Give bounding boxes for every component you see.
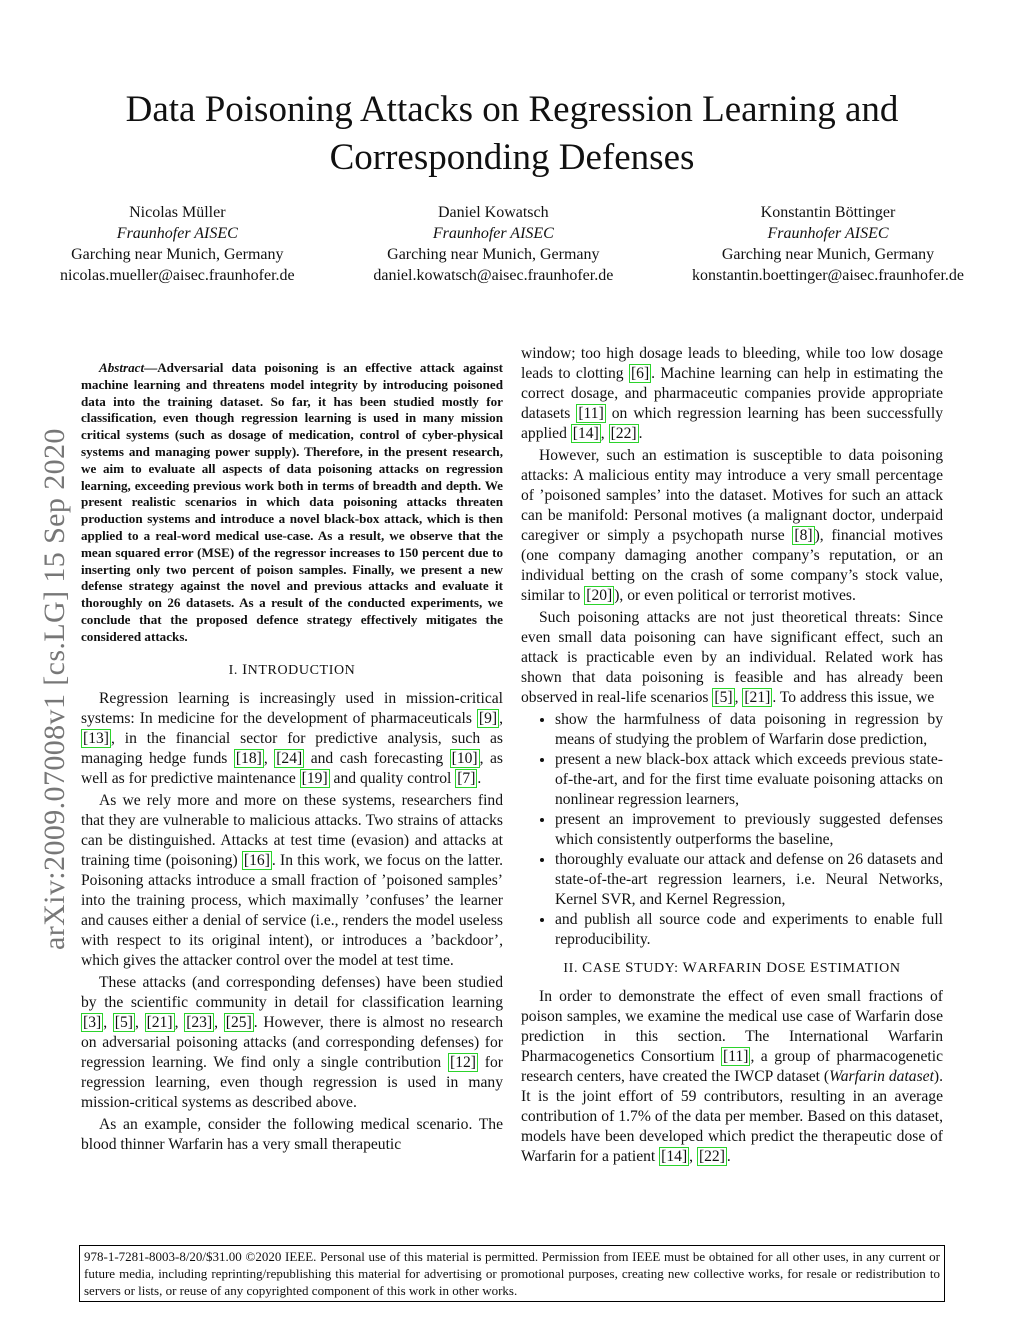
heading-cap: E: [809, 960, 820, 976]
contribution-list: [521, 710, 943, 950]
citation-link[interactable]: [10]: [451, 749, 478, 767]
author-location: Garching near Munich, Germany: [721, 246, 935, 263]
emphasis: Warfarin dataset: [829, 1068, 934, 1085]
right-paragraph-2: [521, 446, 943, 606]
author-email: nicolas.mueller@aisec.fraunhofer.de: [60, 267, 295, 284]
text-run: As we rely more and more on these systems, researchers find that they are vulnerable to malicious attacks. Two strains of attacks can be distinguished. Attacks at test time (evasion) and attacks at training time (poisoning): [81, 791, 503, 869]
intro-paragraph-4: As an example, consider the following medical scenario. The blood thinner Warfarin has a very small therapeutic: [81, 1115, 503, 1153]
heading-rest: :: [674, 961, 683, 976]
text-run: .: [726, 1148, 731, 1165]
text-run: ,: [499, 709, 503, 727]
citation-link[interactable]: [3]: [83, 1013, 102, 1031]
author-2: [373, 202, 613, 286]
text-run: .: [477, 769, 482, 787]
author-affiliation: Fraunhofer AISEC: [116, 225, 238, 242]
list-item: • present an improvement to previously suggested defenses which consistently outperforms the baseline,: [555, 810, 943, 850]
citation-link[interactable]: [23]: [186, 1013, 213, 1031]
author-location: Garching near Munich, Germany: [71, 246, 284, 263]
case-study-paragraph: [521, 987, 943, 1167]
text-run: on which regression learning has been successfully applied: [521, 405, 943, 442]
citation-link[interactable]: [22]: [610, 425, 637, 442]
text-run: , a group of pharmacogenetic research centers, have created the IWCP dataset (: [521, 1048, 943, 1085]
citation-link[interactable]: [13]: [83, 729, 109, 747]
section-heading-introduction: [81, 660, 503, 681]
citation-link[interactable]: [21]: [744, 689, 771, 706]
citation-link[interactable]: [24]: [276, 749, 303, 767]
intro-paragraph-3: [81, 973, 503, 1113]
author-1: [60, 202, 295, 286]
right-paragraph-3: [521, 608, 943, 708]
citation-link[interactable]: [19]: [301, 769, 328, 787]
text-run: . To address this issue, we: [772, 689, 935, 706]
text-run: , in the financial sector for predictive analysis, such as managing hedge funds: [81, 729, 503, 767]
citation-link[interactable]: [5]: [114, 1013, 133, 1031]
heading-cap: S: [625, 960, 635, 976]
citation-link[interactable]: [11]: [578, 405, 604, 422]
text-run: These attacks (and corresponding defenses) have been studied by the scientific community in detail for classification learning: [81, 973, 503, 1011]
heading-rest: NTRODUCTION: [247, 662, 356, 678]
text-run: ,: [263, 749, 275, 767]
citation-link[interactable]: [22]: [698, 1148, 725, 1165]
text-run: Regression learning is increasingly used in mission-critical systems: In medicine for the development of pharmaceuticals: [81, 689, 503, 727]
citation-link[interactable]: [9]: [478, 709, 498, 727]
section-numeral: I.: [228, 662, 243, 678]
author-location: Garching near Munich, Germany: [387, 246, 600, 263]
citation-link[interactable]: [25]: [225, 1013, 252, 1031]
heading-cap: C: [582, 960, 593, 976]
text-run: . Machine learning can help in estimating the correct dosage, and pharmaceutic companies provide appropriate datasets: [521, 365, 944, 422]
author-name: Daniel Kowatsch: [438, 204, 549, 221]
text-run: Such poisoning attacks are not just theoretical threats: Since even small data poisoning can have significant effect, such an attack is practicable even by an individual. Related work has shown that data poisoning is feasible and has already been observed in real-life scenarios: [521, 609, 943, 706]
copyright-notice: 978-1-7281-8003-8/20/$31.00 ©2020 IEEE. Personal use of this material is permitted. Permission from IEEE must be obtained for all other uses, in any current or future media, including reprinting/republishing this material for advertising or promotional purposes, creating new collective works, for resale or redistribution to servers or lists, or reuse of any copyrighted component of this work in other works.: [79, 1245, 945, 1302]
abstract: [81, 360, 503, 646]
text-run: ,: [600, 425, 609, 442]
text-run: ). It is the joint effort of 59 contributors, resulting in an average contribution of 1.7% of the data per member. Based on this dataset, models have been developed which predict the therapeutic dose of Warfarin for a patient: [521, 1068, 943, 1165]
heading-cap: D: [766, 960, 778, 976]
list-item: • present a new black-box attack which exceeds previous state-of-the-art, and for the first time evaluate poisoning attacks on nonlinear regression learners,: [555, 750, 943, 810]
intro-paragraph-2: [81, 791, 503, 971]
text-run: window; too high dosage leads to bleeding, while too low dosage leads to clotting: [521, 345, 943, 382]
text-run: However, such an estimation is susceptible to data poisoning attacks: A malicious entity may introduce a very small percentage of ’poisoned samples’ into the dataset. Motives for such an attack can be manifold: Personal motives (a malignant doctor, underpaid caregiver or simply a psychopath nurse: [521, 447, 943, 544]
author-email: konstantin.boettinger@aisec.fraunhofer.de: [692, 267, 964, 284]
text-run: for regression learning, even though regression is used in many mission-critical systems as described above.: [81, 1053, 503, 1111]
paper-title: Data Poisoning Attacks on Regression Learning and Corresponding Defenses: [125, 89, 899, 178]
author-name: Nicolas Müller: [129, 204, 226, 221]
text-run: ,: [214, 1013, 224, 1031]
text-run: . However, there is almost no research on adversarial poisoning attacks (and corresponding defenses) for regression learning. We find only a single contribution: [81, 1013, 504, 1071]
author-affiliation: Fraunhofer AISEC: [767, 225, 889, 242]
right-column: [521, 344, 943, 1169]
citation-link[interactable]: [20]: [586, 587, 613, 604]
text-run: , as well as for predictive maintenance: [81, 749, 503, 787]
citation-link[interactable]: [12]: [450, 1053, 476, 1071]
citation-link[interactable]: [14]: [572, 425, 599, 442]
text-run: ), financial motives (one company damaging another company’s reputation, or an individual betting on the crash of some company’s stock value, similar to: [521, 527, 943, 604]
citation-link[interactable]: [7]: [457, 769, 476, 787]
author-block: [60, 202, 964, 286]
text-run: ), or even political or terrorist motives.: [614, 587, 856, 604]
section-numeral: II.: [563, 961, 583, 976]
list-item: • show the harmfulness of data poisoning in regression by means of studying the problem of Warfarin dose prediction,: [555, 710, 943, 750]
text-run: ,: [134, 1013, 145, 1031]
citation-link[interactable]: [14]: [661, 1148, 688, 1165]
text-run: and quality control: [329, 769, 456, 787]
author-affiliation: Fraunhofer AISEC: [432, 225, 554, 242]
text-run: ,: [103, 1013, 113, 1031]
text-run: In order to demonstrate the effect of even small fractions of poison samples, we examine the medical use case of Warfarin dose prediction in this section. The International Warfarin Pharmacogenetics Consortium: [521, 988, 943, 1065]
abstract-text: —Adversarial data poisoning is an effective attack against machine learning and threatens model integrity by introducing poisoned data into the training dataset. So far, it has been studied mostly for classification, even though regression learning is used in many mission critical systems (such as dosage of medication, control of cyber-physical systems and managing power supply). Therefore, in the present research, we aim to evaluate all aspects of data poisoning attacks on regression learning, exceeding previous work both in terms of breadth and depth. We present realistic scenarios in which data poisoning attacks threaten production systems and introduce a novel black-box attack, which is then applied to a real-word medical use-case. As a result, we observe that the mean squared error (MSE) of the regressor increases to 150 percent due to inserting only two percent of poison samples. Finally, we present a new defense strategy against the novel and previous attacks and evaluate it thoroughly on 26 datasets. As a result of the conducted experiments, we conclude that the proposed defence strategy effectively mitigates the considered attacks.: [81, 360, 503, 644]
citation-link[interactable]: [18]: [235, 749, 262, 767]
citation-link[interactable]: [16]: [243, 851, 270, 869]
heading-rest: ASE: [592, 961, 626, 976]
heading-cap: I: [242, 661, 248, 678]
section-heading-case-study: [521, 958, 943, 979]
heading-rest: TUDY: [634, 961, 675, 976]
heading-cap: W: [682, 960, 698, 976]
heading-rest: OSE: [777, 961, 810, 976]
text-run: .: [638, 425, 643, 442]
citation-link[interactable]: [21]: [146, 1013, 173, 1031]
text-run: ,: [689, 1148, 697, 1165]
citation-link[interactable]: [6]: [630, 365, 650, 382]
author-name: Konstantin Böttinger: [760, 204, 896, 221]
heading-rest: ARFARIN: [697, 961, 767, 976]
left-column: [81, 360, 503, 1157]
text-run: ,: [174, 1013, 185, 1031]
arxiv-stamp: arXiv:2009.07008v1 [cs.LG] 15 Sep 2020: [38, 428, 71, 950]
list-item: • and publish all source code and experiments to enable full reproducibility.: [555, 910, 943, 950]
text-run: . In this work, we focus on the latter. Poisoning attacks introduce a small fraction of ’poisoned samples’ into the training process, which maximally ’confuses’ the learner and causes either a denial of service (i.e., renders the model useless with respect to its original intent), or introduces a ’backdoor’, which gives the attacker control over the model at test time.: [81, 851, 503, 969]
text-run: and cash forecasting: [304, 749, 450, 767]
heading-rest: STIMATION: [819, 961, 901, 976]
author-3: [692, 202, 964, 286]
right-paragraph-1: [521, 344, 943, 444]
intro-paragraph-1: [81, 689, 503, 789]
abstract-lead: Abstract: [99, 360, 145, 375]
author-email: daniel.kowatsch@aisec.fraunhofer.de: [373, 267, 614, 284]
citation-link[interactable]: [5]: [714, 689, 733, 706]
text-run: ,: [734, 689, 743, 706]
list-item: • thoroughly evaluate our attack and defense on 26 datasets and state-of-the-art regression learners, i.e. Neural Networks, Kernel SVR, and Kernel Regression,: [555, 850, 943, 910]
citation-link[interactable]: [8]: [794, 527, 813, 544]
citation-link[interactable]: [11]: [723, 1048, 749, 1065]
